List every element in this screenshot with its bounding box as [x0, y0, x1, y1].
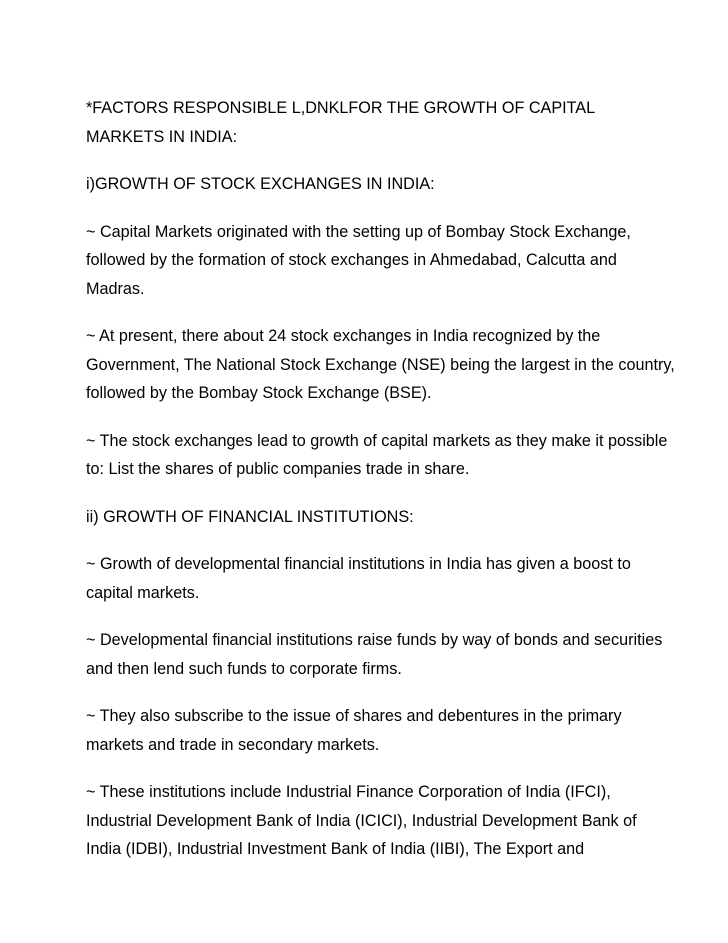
- subsection-heading-stock-exchanges: i)GROWTH OF STOCK EXCHANGES IN INDIA:: [86, 175, 435, 193]
- paragraph-subscribe: ~ They also subscribe to the issue of shares and debentures in the primary markets and trade in secondary markets.: [86, 707, 622, 754]
- paragraph-institutions-list: ~ These institutions include Industrial Finance Corporation of India (IFCI), Industrial Development Bank of India (ICICI), Industrial Development Bank of India (IDBI), Industrial Investment Bank of India (IIBI), The Export and: [86, 783, 637, 858]
- paragraph-developmental-growth: ~ Growth of developmental financial institutions in India has given a boost to capital markets.: [86, 555, 631, 602]
- document-body: [86, 94, 676, 883]
- section-title: *FACTORS RESPONSIBLE L,DNKLFOR THE GROWTH OF CAPITAL MARKETS IN INDIA:: [86, 99, 595, 146]
- paragraph-raise-funds: ~ Developmental financial institutions raise funds by way of bonds and securities and then lend such funds to corporate firms.: [86, 631, 663, 678]
- subsection-heading-financial-institutions: ii) GROWTH OF FINANCIAL INSTITUTIONS:: [86, 507, 414, 526]
- paragraph-present: ~ At present, there about 24 stock exchanges in India recognized by the Government, The National Stock Exchange (NSE) being the largest in the country, followed by the Bombay Stock Exchange (BSE).: [86, 327, 675, 402]
- paragraph-lead-growth: ~ The stock exchanges lead to growth of capital markets as they make it possible to: List the shares of public companies trade in share.: [86, 431, 668, 478]
- paragraph-origin: ~ Capital Markets originated with the setting up of Bombay Stock Exchange, followed by the formation of stock exchanges in Ahmedabad, Calcutta and Madras.: [86, 222, 631, 298]
